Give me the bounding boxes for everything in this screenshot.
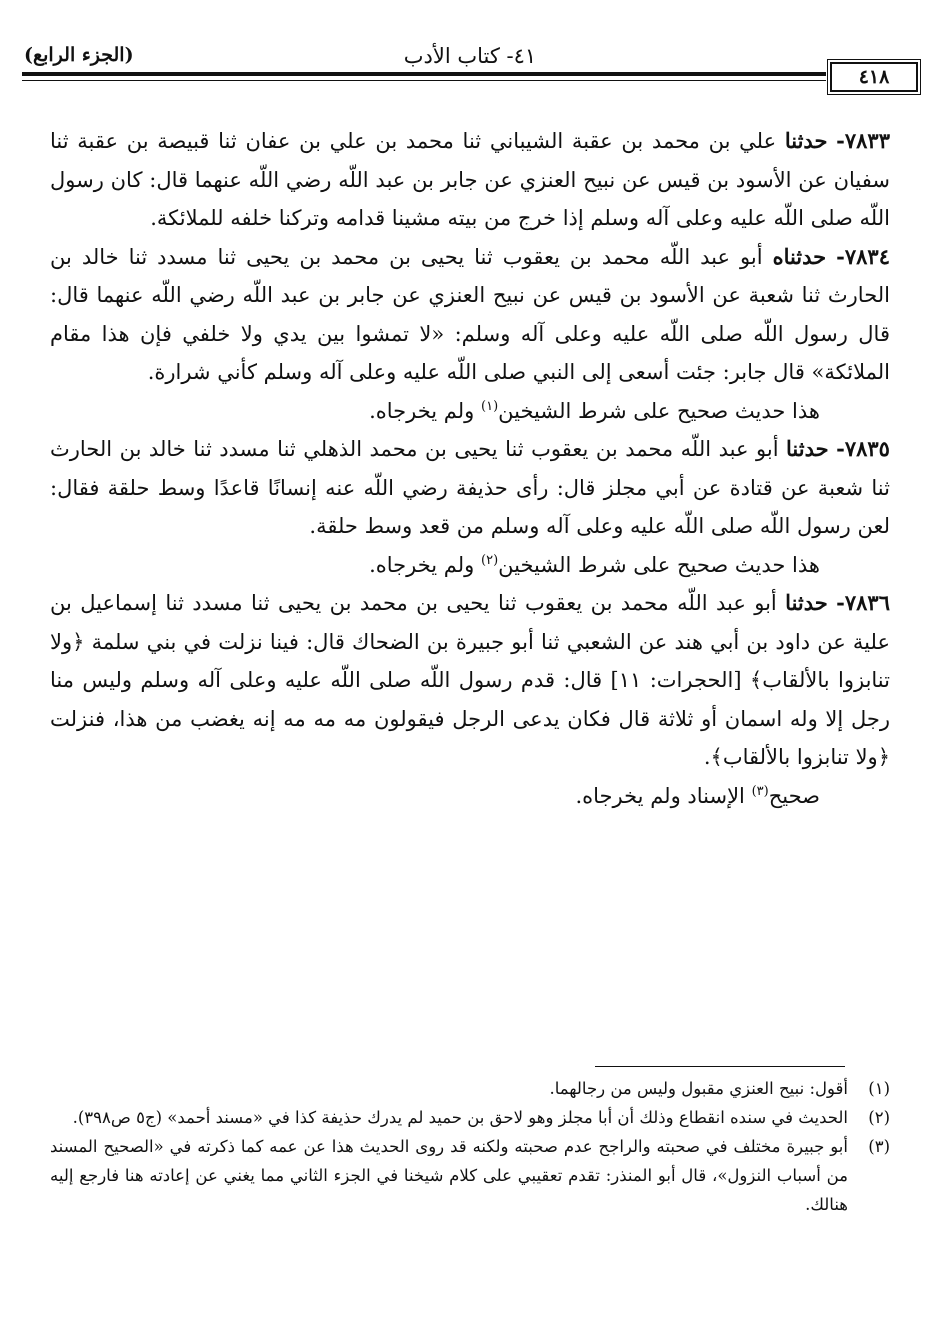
hadith-text: علي بن محمد بن عقبة الشيباني ثنا محمد بن علي بن عفان ثنا قبيصة بن عقبة ثنا سفيان عن الأسود بن قيس عن نبيح العنزي عن جابر بن عبد اللّه رضي اللّه عنهما قال: كان رسول اللّه صلى اللّه عليه وعلى آله وسلم إذا خرج من بيته مشينا قدامه وتركنا خلفه للملائكة. — [50, 129, 890, 230]
hadith-number: ٧٨٣٤- — [836, 243, 890, 269]
hadith-grade — [50, 546, 890, 585]
grade-text: هذا حديث صحيح على شرط الشيخين — [498, 398, 820, 423]
chapter-title: ٤١- كتاب الأدب — [403, 44, 537, 68]
footnote — [50, 1132, 890, 1219]
hadith-number: ٧٨٣٣- — [836, 128, 890, 153]
grade-text: صحيح — [768, 783, 820, 808]
footnote-text: أقول: نبيح العنزي مقبول وليس من رجالهما. — [549, 1079, 848, 1098]
footnote-marker: (٢) — [481, 552, 499, 568]
grade-text-end: الإسناد ولم يخرجاه. — [575, 783, 745, 808]
page-number-box: ٤١٨ — [830, 62, 918, 92]
hadith-paragraph — [50, 584, 890, 777]
hadith-verb: حدثنا — [786, 436, 829, 461]
volume-label: (الجزء الرابع) — [24, 44, 134, 66]
footnote — [50, 1103, 890, 1132]
hadith-text: أبو عبد اللّه محمد بن يعقوب ثنا يحيى بن محمد بن يحيى ثنا مسدد ثنا خالد بن الحارث ثنا شعبة عن الأسود بن قيس عن نبيح العنزي عن جابر بن عبد اللّه رضي اللّه عنهما قال: قال رسول اللّه صلى اللّه عليه وعلى آله وسلم: «لا تمشوا بين يدي ولا خلفي فإن هذا مقام الملائكة» قال جابر: جئت أسعى إلى النبي صلى اللّه عليه وعلى آله وسلم كأني شرارة. — [50, 244, 890, 384]
grade-text-end: ولم يخرجاه. — [369, 398, 475, 423]
hadith-paragraph — [50, 238, 890, 392]
footnote-text: الحديث في سنده انقطاع وذلك أن أبا مجلز وهو لاحق بن حميد لم يدرك حذيفة كذا في «مسند أحمد» (ج٥ ص٣٩٨). — [72, 1108, 848, 1127]
footnote-mark: (٣) — [868, 1137, 890, 1156]
hadith-paragraph — [50, 122, 890, 238]
grade-text-end: ولم يخرجاه. — [369, 552, 475, 577]
hadith-paragraph — [50, 430, 890, 546]
hadith-grade — [50, 777, 890, 816]
hadith-number: ٧٨٣٥- — [836, 436, 890, 461]
grade-text: هذا حديث صحيح على شرط الشيخين — [498, 552, 820, 577]
header-rule-thick — [22, 72, 826, 76]
page-header — [22, 44, 918, 88]
footnotes — [50, 1074, 890, 1219]
hadith-verb: حدثناه — [772, 243, 827, 269]
hadith-verb: حدثنا — [784, 128, 828, 153]
footnote-mark: (٢) — [868, 1108, 890, 1127]
footnote-separator — [595, 1066, 845, 1067]
hadith-text: أبو عبد اللّه محمد بن يعقوب ثنا يحيى بن محمد الذهلي ثنا مسدد ثنا خالد بن الحارث ثنا شعبة عن قتادة عن أبي مجلز قال: رأى حذيفة رضي اللّه عنه إنسانًا قاعدًا وسط حلقة فقال: لعن رسول اللّه صلى اللّه عليه وعلى آله وسلم من قعد وسط حلقة. — [50, 437, 890, 538]
footnote-marker: (١) — [481, 398, 499, 414]
footnote-marker: (٣) — [751, 783, 769, 799]
header-rule-thin — [22, 80, 826, 81]
footnote-text: أبو جبيرة مختلف في صحبته والراجح عدم صحبته ولكنه قد روى الحديث هذا عن عمه كما ذكرته في «الصحيح المسند من أسباب النزول»، قال أبو المنذر: تقدم تعقيبي على كلام شيخنا في الجزء الثاني مما يغني عن إعادته هنا فارجع إليه هنالك. — [50, 1137, 848, 1214]
hadith-grade — [50, 392, 890, 431]
footnote — [50, 1074, 890, 1103]
main-text — [50, 122, 890, 815]
hadith-verb: حدثنا — [785, 590, 828, 615]
hadith-number: ٧٨٣٦- — [836, 590, 890, 615]
footnote-mark: (١) — [868, 1079, 890, 1098]
hadith-text: أبو عبد اللّه محمد بن يعقوب ثنا يحيى بن محمد بن يحيى ثنا مسدد ثنا إسماعيل بن علية عن داود بن أبي هند عن الشعبي ثنا أبو جبيرة بن الضحاك قال: فينا نزلت في بني سلمة ﴿ولا تنابزوا بالألقاب﴾ [الحجرات: ١١] قال: قدم رسول اللّه صلى اللّه عليه وعلى آله وسلم وليس منا رجل إلا وله اسمان أو ثلاثة قال فكان يدعى الرجل فيقولون مه مه مه إنه يغضب من هذا، فنزلت ﴿ولا تنابزوا بالألقاب﴾. — [50, 591, 890, 769]
